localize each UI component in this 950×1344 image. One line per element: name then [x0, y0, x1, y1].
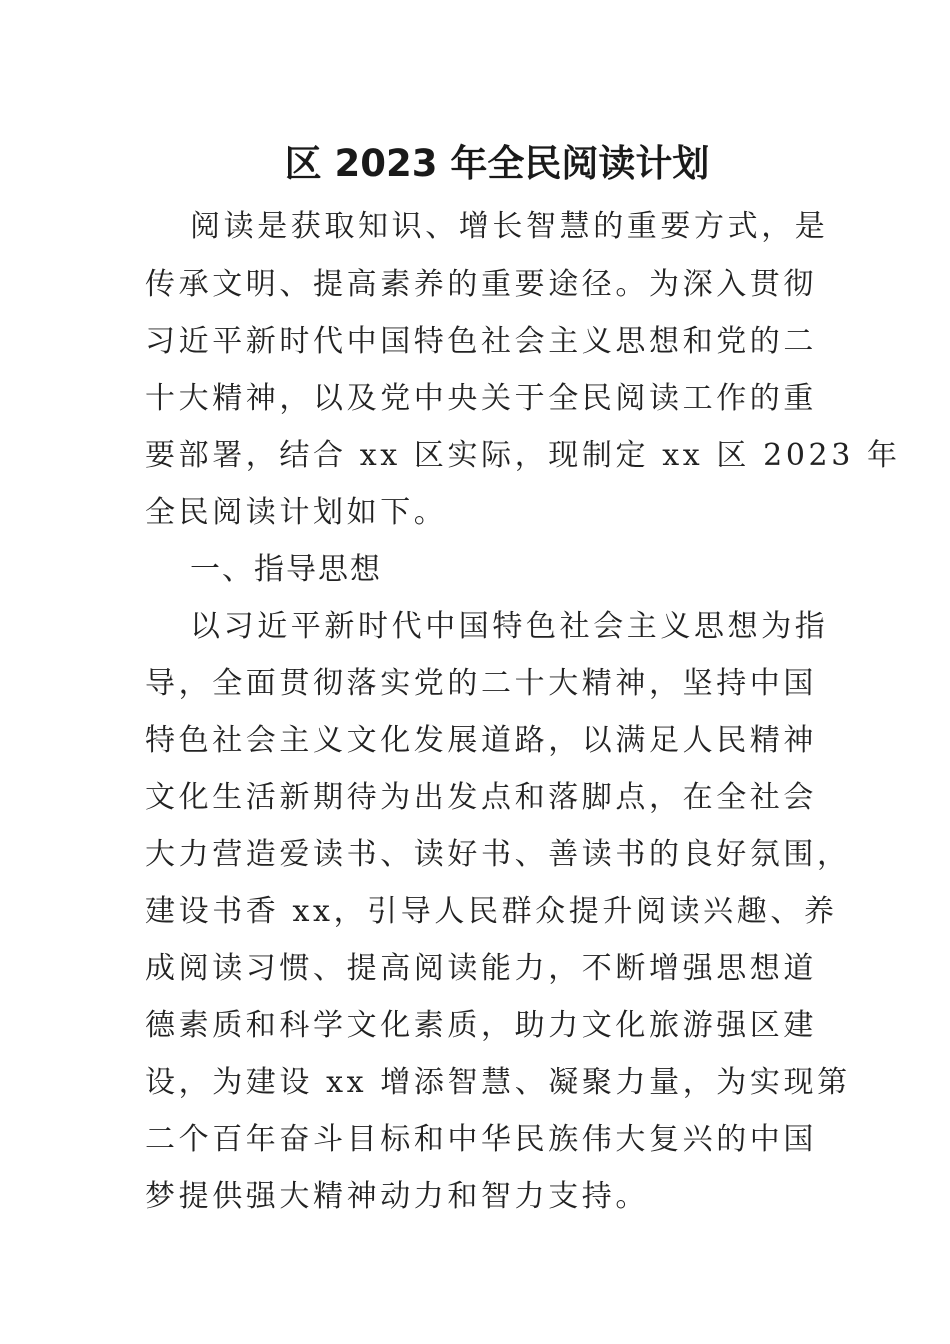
section-line: 特色社会主义文化发展道路，以满足人民精神	[145, 723, 817, 758]
section-line: 德素质和科学文化素质，助力文化旅游强区建	[145, 1008, 817, 1043]
intro-line: 阅读是获取知识、增长智慧的重要方式，是	[190, 209, 829, 244]
document-title: 区 2023 年全民阅读计划	[284, 142, 710, 185]
section-line: 大力营造爱读书、读好书、善读书的良好氛围，	[145, 837, 851, 872]
section-line: 以习近平新时代中国特色社会主义思想为指	[190, 609, 829, 644]
section-line: 导，全面贯彻落实党的二十大精神，坚持中国	[145, 666, 817, 701]
intro-line: 全民阅读计划如下。	[145, 495, 448, 530]
intro-line: 习近平新时代中国特色社会主义思想和党的二	[145, 324, 817, 359]
section-line: 文化生活新期待为出发点和落脚点，在全社会	[145, 780, 817, 815]
intro-line: 十大精神，以及党中央关于全民阅读工作的重	[145, 381, 817, 416]
intro-line: 要部署，结合 xx 区实际，现制定 xx 区 2023 年	[145, 438, 901, 473]
intro-line: 传承文明、提高素养的重要途径。为深入贯彻	[145, 267, 817, 302]
section-line: 成阅读习惯、提高阅读能力，不断增强思想道	[145, 951, 817, 986]
section-line: 二个百年奋斗目标和中华民族伟大复兴的中国	[145, 1122, 817, 1157]
section-line: 建设书香 xx，引导人民群众提升阅读兴趣、养	[145, 894, 838, 929]
section-line: 梦提供强大精神动力和智力支持。	[145, 1179, 649, 1214]
section-heading-guiding-ideology: 一、指导思想	[190, 552, 382, 587]
section-line: 设，为建设 xx 增添智慧、凝聚力量，为实现第	[145, 1065, 851, 1100]
